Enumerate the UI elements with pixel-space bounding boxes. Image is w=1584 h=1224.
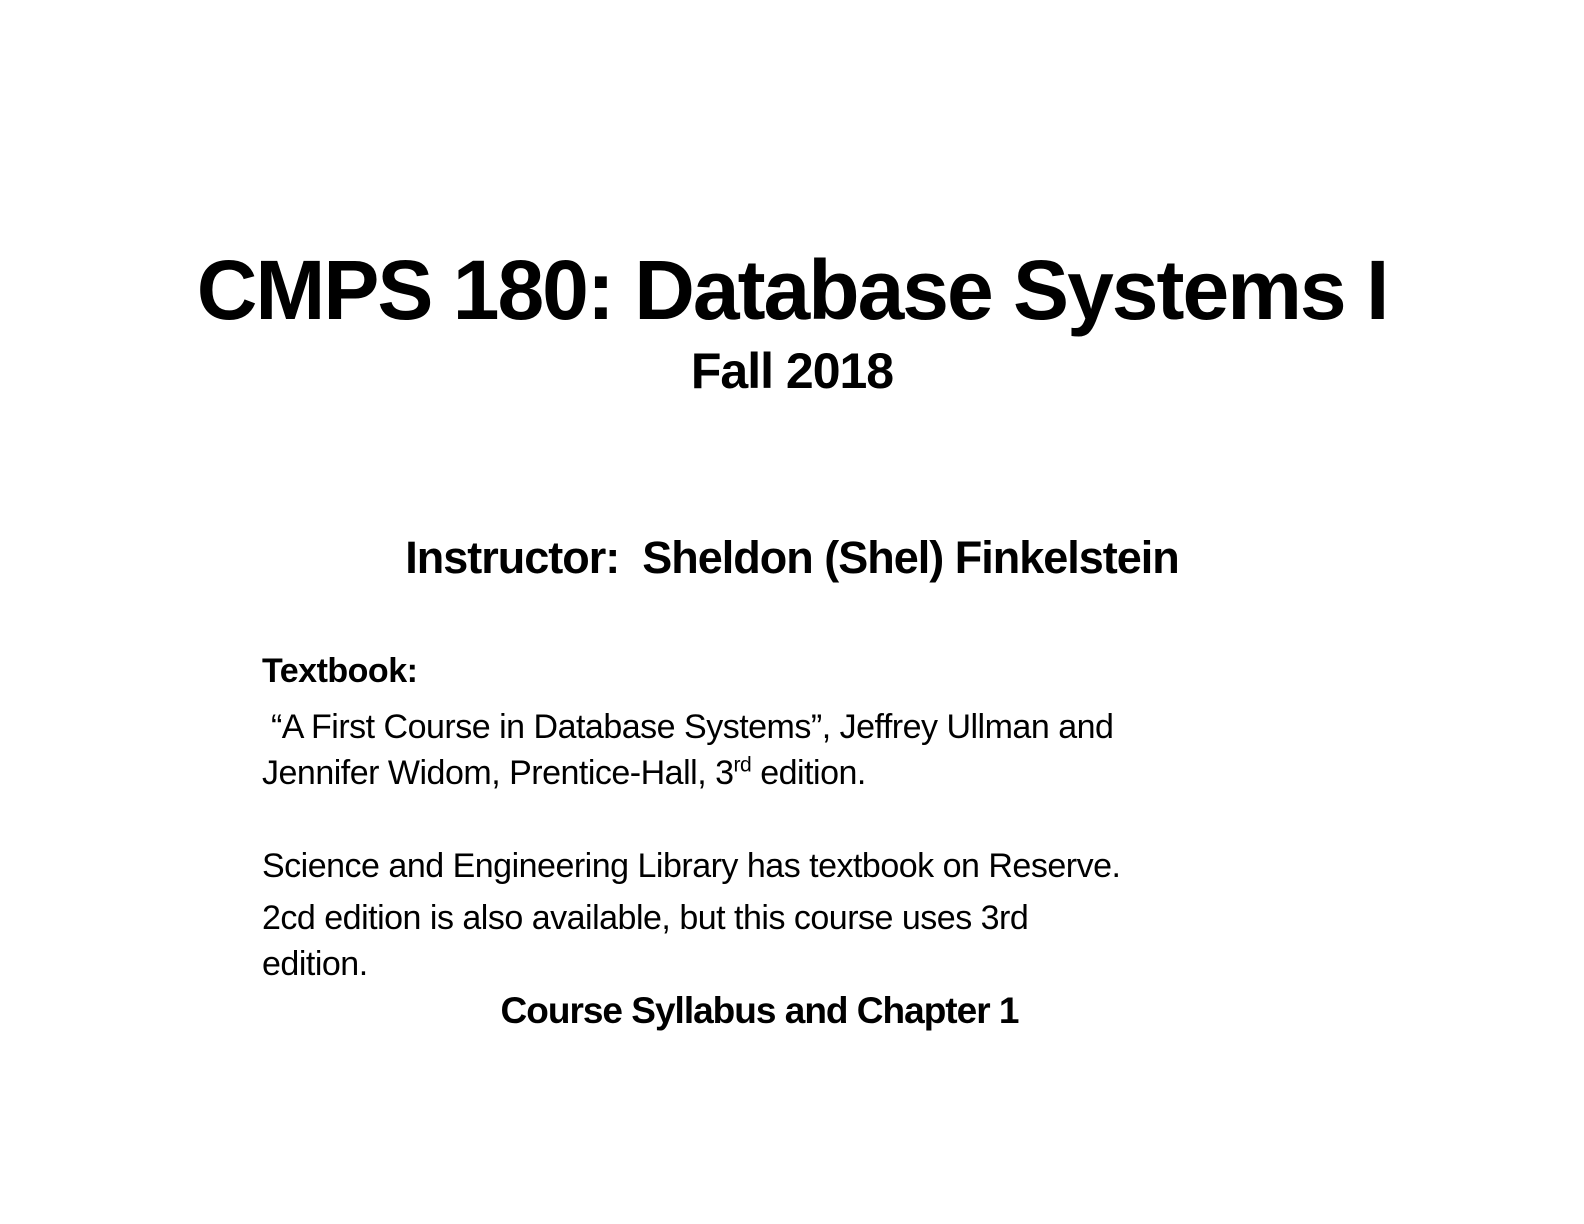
- body-text-block: [262, 648, 1357, 1034]
- textbook-citation-ordinal-superscript: rd: [733, 753, 752, 777]
- library-reserve-note: Science and Engineering Library has textbook on Reserve.: [262, 847, 1121, 885]
- title-block: [0, 243, 1584, 400]
- textbook-citation-line2-post: edition.: [751, 754, 866, 792]
- instructor-line: Instructor: Sheldon (Shel) Finkelstein: [405, 532, 1179, 583]
- textbook-citation-line2-pre: Jennifer Widom, Prentice-Hall, 3: [262, 754, 734, 792]
- slide-title: CMPS 180: Database Systems I: [196, 243, 1388, 337]
- paragraph-spacer: [262, 796, 1357, 843]
- slide-subtitle: Fall 2018: [690, 343, 894, 400]
- edition-note-line1: 2cd edition is also available, but this course uses 3rd: [262, 899, 1029, 937]
- textbook-citation: [262, 704, 1357, 796]
- edition-note: [262, 895, 1357, 987]
- textbook-label: Textbook:: [262, 652, 418, 690]
- slide-footer-title: Course Syllabus and Chapter 1: [500, 990, 1019, 1031]
- textbook-citation-line1: “A First Course in Database Systems”, Jeffrey Ullman and: [262, 708, 1114, 746]
- edition-note-line2: edition.: [262, 945, 368, 983]
